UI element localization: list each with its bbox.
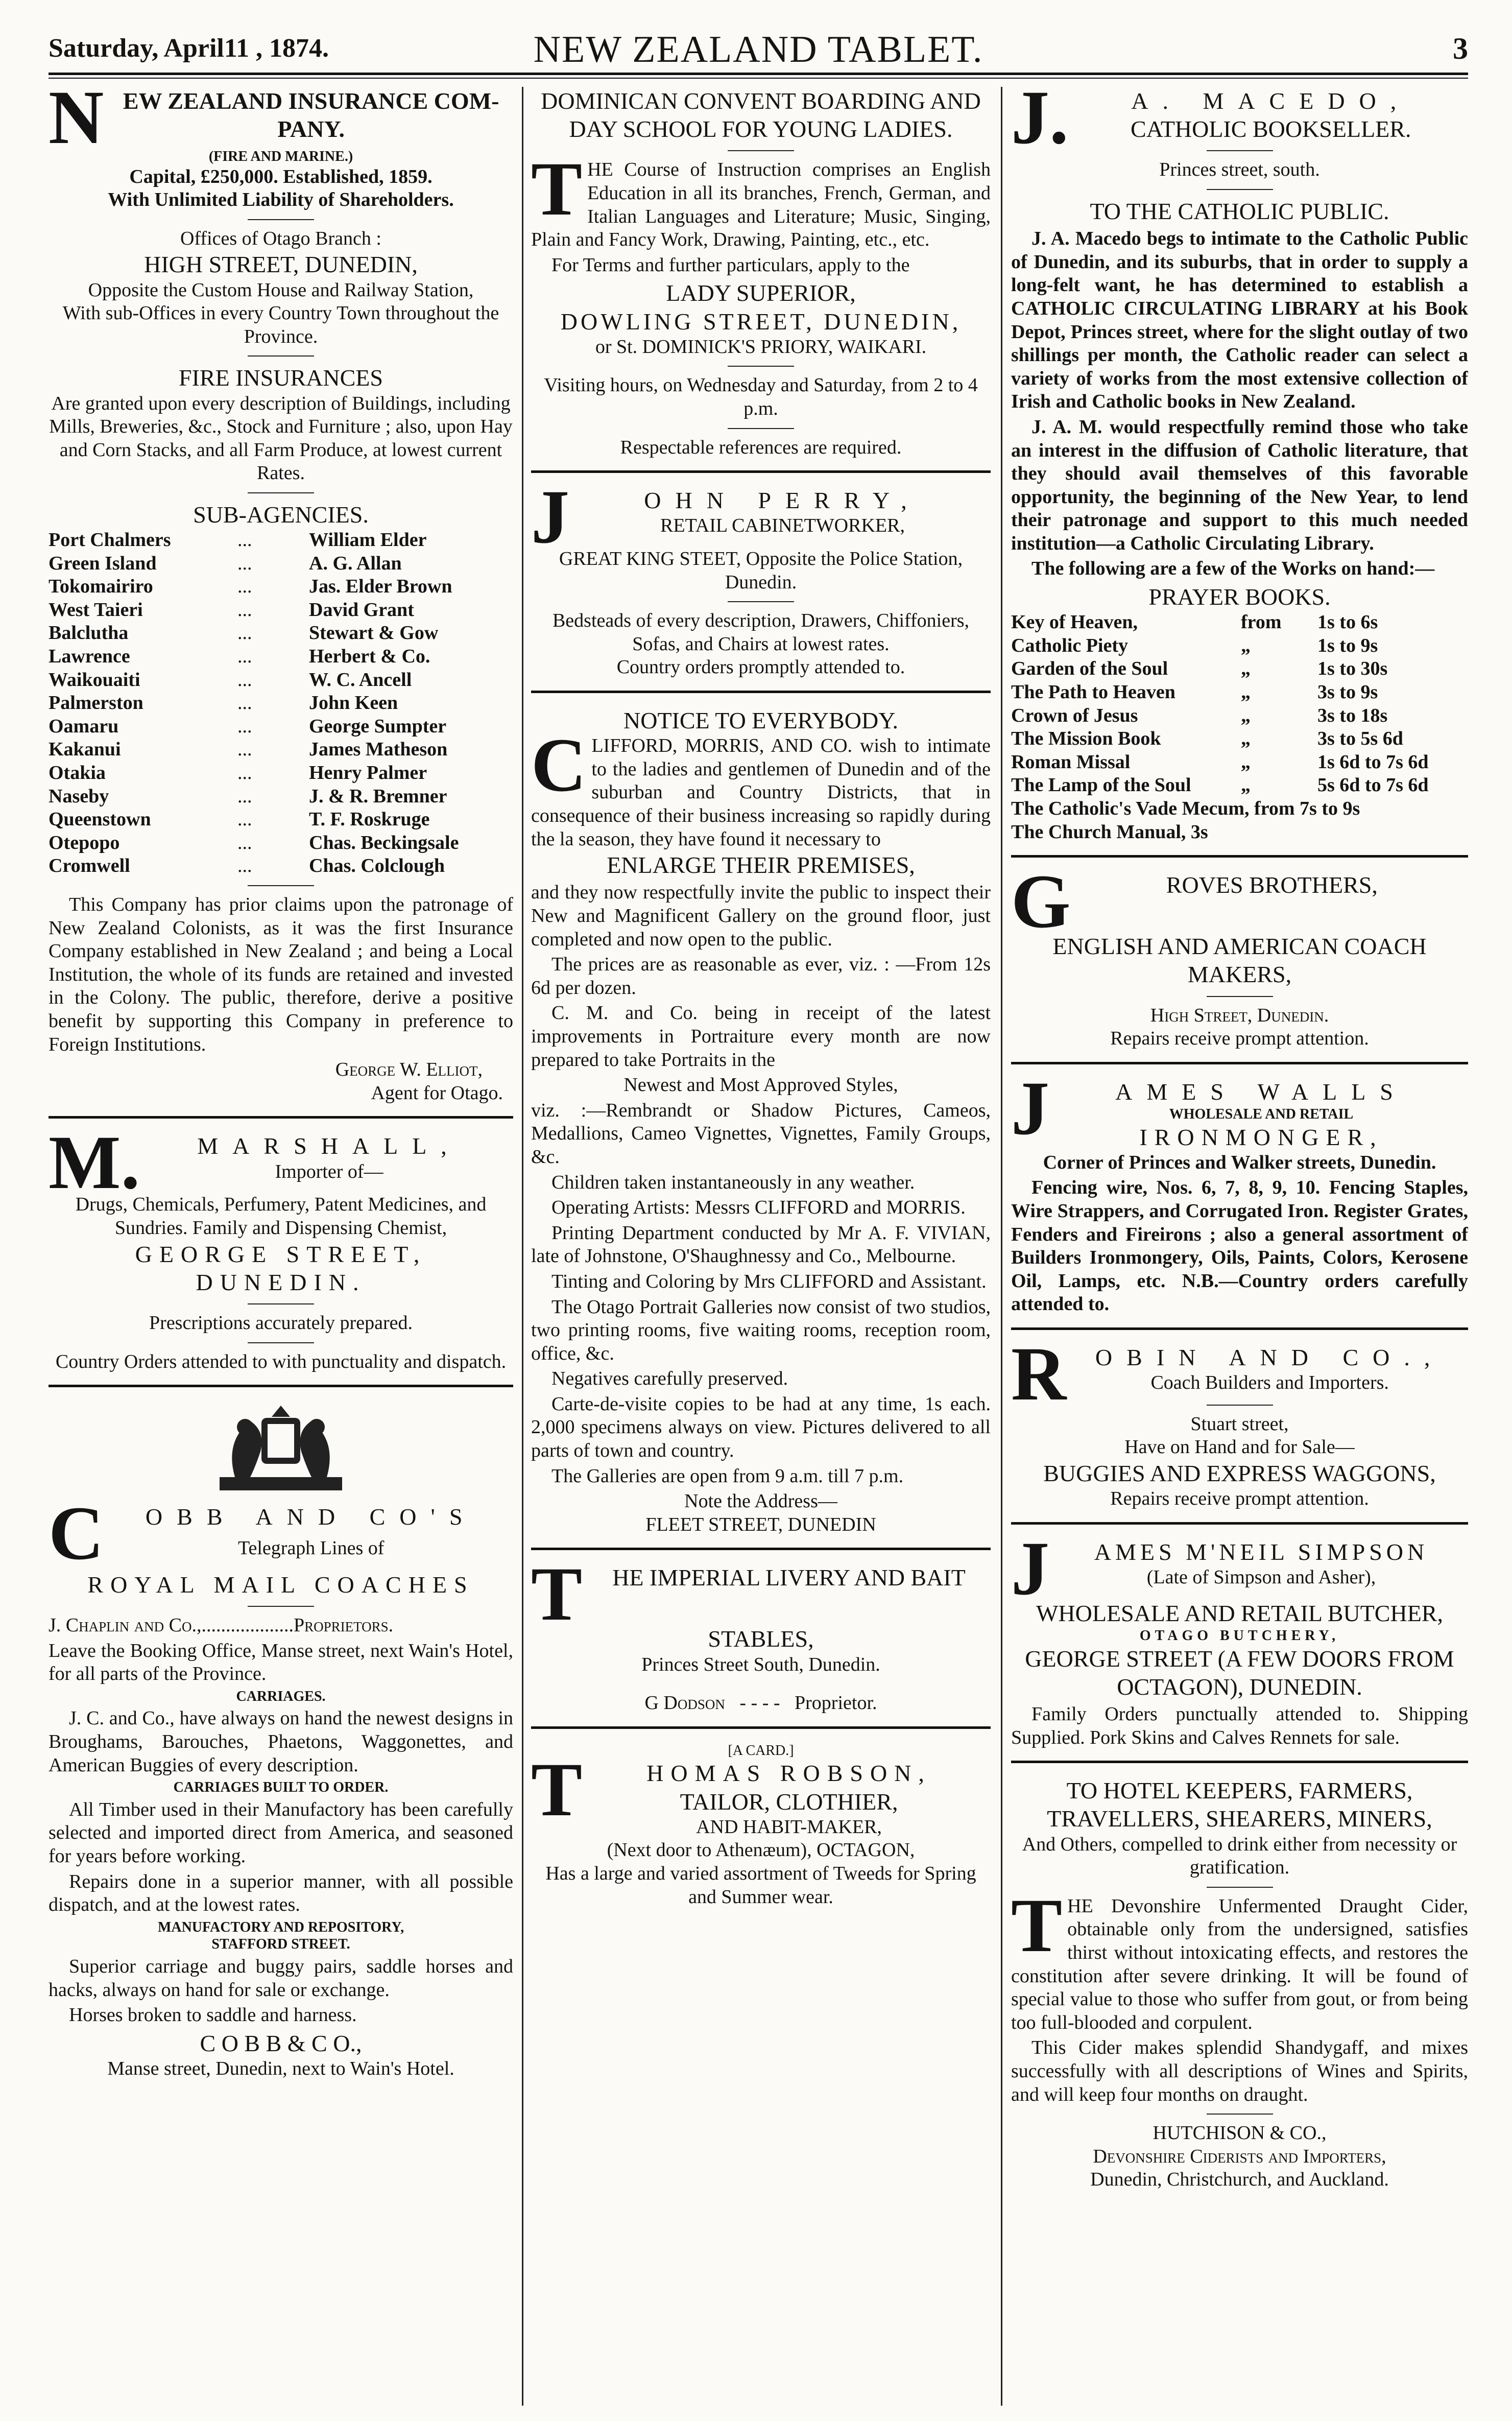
invite-text: and they now respectfully invite the public to inspect their New and Magnificent Gallery on the ground floor, just completed and now open to the public. bbox=[531, 882, 991, 950]
office-location: Opposite the Custom House and Railway Station, bbox=[88, 279, 474, 301]
enlarge-line: ENLARGE THEIR PREMISES, bbox=[607, 852, 915, 879]
robson-advert bbox=[531, 1742, 991, 1909]
street-line: GEORGE STREET, DUNEDIN. bbox=[135, 1241, 427, 1295]
section-heading: CARRIAGES. bbox=[236, 1688, 326, 1704]
trade-line: Coach Builders and Importers. bbox=[1150, 1372, 1389, 1394]
trade-line: IRONMONGER, bbox=[1139, 1124, 1383, 1150]
book-list bbox=[1011, 611, 1468, 797]
office-street: HIGH STREET, DUNEDIN, bbox=[144, 251, 418, 278]
proprietor-label: Proprietor. bbox=[795, 1692, 877, 1714]
cobb-advert bbox=[49, 1401, 513, 2080]
divider bbox=[1207, 2114, 1273, 2115]
public-heading: TO THE CATHOLIC PUBLIC. bbox=[1090, 198, 1389, 224]
course-text: HE Course of Instruction comprises an English Education in all its branches, French, German, and Italian Languages and Literature; Music, Singing, Plain and Fancy Work, Drawing, Painting, etc., etc. bbox=[531, 159, 991, 251]
advert-title: EW ZEALAND INSURANCE COM-PANY. bbox=[123, 88, 499, 143]
divider bbox=[728, 366, 794, 367]
advert-separator bbox=[1011, 1062, 1468, 1064]
advert-body: HE Devonshire Unfermented Draught Cider, obtainable only from the undersigned, satisfies thirst without intoxicating effects, and restores the constitution after severe drinking. It will be found of special value to those who suffer from gout, or from being too full-blooded and corpulent. bbox=[1011, 1895, 1468, 2033]
divider bbox=[248, 1342, 314, 1343]
divider bbox=[248, 1303, 314, 1304]
leader-dashes: - - - - bbox=[739, 1692, 780, 1714]
agency-row: Balclutha ... Stewart & Gow bbox=[49, 622, 439, 644]
prices-text: The prices are as reasonable as ever, viz. : —From 12s 6d per dozen. bbox=[531, 954, 991, 999]
agency-row: Queenstown ... T. F. Roskruge bbox=[49, 809, 430, 830]
subagencies-heading: SUB-AGENCIES. bbox=[193, 501, 369, 528]
advert-separator bbox=[531, 691, 991, 693]
liability-line: With Unlimited Liability of Shareholders. bbox=[108, 189, 454, 211]
corner-line: Corner of Princes and Walker streets, Dunedin. bbox=[1043, 1151, 1436, 1173]
styles-list: viz. :—Rembrandt or Shadow Pictures, Cameos, Medallions, Cameo Vignettes, Vignettes, Family Groups, &c. bbox=[531, 1099, 991, 1168]
cider-advert bbox=[1011, 1776, 1468, 2192]
priory-line: or St. DOMINICK'S PRIORY, WAIKARI. bbox=[595, 336, 927, 358]
drop-cap: J bbox=[1011, 1526, 1049, 1611]
advert-name: A. MACEDO, bbox=[1131, 88, 1411, 114]
goods-line: Bedsteads of every description, Drawers, Chiffoniers, Sofas, and Chairs at lowest rates. bbox=[552, 610, 970, 655]
capital-line: Capital, £250,000. Established, 1859. bbox=[129, 165, 433, 187]
street-line: Stuart street, bbox=[1190, 1413, 1289, 1435]
divider bbox=[1207, 189, 1273, 190]
advert-separator bbox=[1011, 1522, 1468, 1525]
trade-line-2: AND HABIT-MAKER, bbox=[696, 1816, 882, 1838]
telegraph-line: Telegraph Lines of bbox=[237, 1537, 385, 1559]
drop-cap: J bbox=[1011, 1065, 1049, 1151]
divider bbox=[728, 150, 794, 151]
book-row: The Path to Heaven „ 3s to 9s bbox=[1011, 681, 1378, 703]
repairs-line: Repairs done in a superior manner, with all possible dispatch, and at the lowest rates. bbox=[49, 1870, 513, 1916]
proprietor-name: G Dodson bbox=[644, 1692, 725, 1714]
notice-heading: NOTICE TO EVERYBODY. bbox=[623, 707, 898, 734]
superior-line: LADY SUPERIOR, bbox=[666, 280, 856, 306]
divider bbox=[248, 885, 314, 886]
advert-separator bbox=[531, 470, 991, 473]
street-line: GEORGE STREET (A FEW DOORS FROM OCTAGON), DUNEDIN. bbox=[1025, 1645, 1454, 1700]
signature: HUTCHISON & CO., bbox=[1153, 2122, 1327, 2144]
issue-date: Saturday, April11 , 1874. bbox=[49, 34, 329, 63]
advert-name: MARSHALL, bbox=[197, 1133, 461, 1159]
advert-separator bbox=[1011, 1327, 1468, 1330]
drop-cap: T bbox=[531, 1552, 583, 1637]
prescriptions-line: Prescriptions accurately prepared. bbox=[149, 1312, 413, 1334]
stock-line: Has a large and varied assortment of Tweeds for Spring and Summer wear. bbox=[545, 1862, 976, 1908]
royal-crest-icon bbox=[204, 1401, 357, 1498]
remind-text: J. A. M. would respectfully remind those who take an interest in the diffusion of Catholic literature, that they should avail themselves of this favorable opportunity, the beginning of the New Year, to lend their patronage and support to this much needed institution—a Catholic Circulating Library. bbox=[1011, 416, 1468, 554]
book-row: Key of Heaven, from 1s to 6s bbox=[1011, 611, 1378, 633]
children-text: Children taken instantaneously in any weather. bbox=[551, 1171, 915, 1193]
drop-cap: R bbox=[1011, 1331, 1067, 1416]
clifford-advert bbox=[531, 706, 991, 1536]
perry-advert bbox=[531, 474, 991, 679]
fire-heading: FIRE INSURANCES bbox=[178, 365, 383, 391]
convent-advert bbox=[531, 87, 991, 459]
drop-cap: T bbox=[531, 147, 583, 232]
section-text: Superior carriage and buggy pairs, saddle horses and hacks, always on hand for sale or exchange. bbox=[49, 1955, 513, 2001]
agency-row: Cromwell ... Chas. Colclough bbox=[49, 855, 445, 877]
signature: C O B B & C O., bbox=[200, 2030, 362, 2056]
agency-row: Green Island ... A. G. Allan bbox=[49, 552, 402, 574]
agency-row: Oamaru ... George Sumpter bbox=[49, 715, 447, 737]
importer-line: Importer of— bbox=[275, 1160, 383, 1182]
horses-line: Horses broken to saddle and harness. bbox=[69, 2004, 357, 2026]
advert-separator bbox=[49, 1116, 513, 1119]
advert-separator bbox=[531, 1726, 991, 1729]
printing-text: Printing Department conducted by Mr A. F. VIVIAN, late of Johnstone, O'Shaughnessy and Co., Melbourne. bbox=[531, 1222, 991, 1267]
drop-cap: G bbox=[1011, 859, 1071, 944]
sub-line: WHOLESALE AND RETAIL bbox=[1169, 1106, 1354, 1122]
stables-line: STABLES, bbox=[708, 1626, 814, 1652]
masthead-rule bbox=[49, 73, 1468, 75]
agency-row: Port Chalmers ... William Elder bbox=[49, 529, 427, 551]
advert-separator bbox=[49, 1385, 513, 1387]
manual-line: The Church Manual, 3s bbox=[1011, 821, 1208, 843]
agency-row: Kakanui ... James Matheson bbox=[49, 739, 448, 761]
marshall-advert bbox=[49, 1120, 513, 1373]
late-line: (Late of Simpson and Asher), bbox=[1146, 1566, 1376, 1588]
advert-separator bbox=[1011, 855, 1468, 858]
livery-advert bbox=[531, 1552, 991, 1715]
divider bbox=[248, 219, 314, 220]
agency-row: Otepopo ... Chas. Beckingsale bbox=[49, 832, 459, 853]
address-line: FLEET STREET, DUNEDIN bbox=[645, 1513, 876, 1535]
drop-cap: N bbox=[49, 87, 104, 160]
buggies-line: BUGGIES AND EXPRESS WAGGONS, bbox=[1043, 1460, 1436, 1487]
agency-row: Otakia ... Henry Palmer bbox=[49, 762, 427, 784]
divider bbox=[1207, 996, 1273, 997]
carte-text: Carte-de-visite copies to be had at any time, 1s each. 2,000 specimens always on view. Pictures delivered to all parts of town and country. bbox=[531, 1393, 991, 1462]
divider bbox=[1207, 150, 1273, 151]
advert-name: ROVES BROTHERS, bbox=[1166, 872, 1378, 898]
column-divider-2 bbox=[1001, 87, 1002, 2406]
advert-name: AMES WALLS bbox=[1115, 1078, 1407, 1105]
royal-mail-line: ROYAL MAIL COACHES bbox=[87, 1571, 474, 1598]
note-line: Note the Address— bbox=[684, 1490, 837, 1512]
street-line: GREAT KING STEET, Opposite the Police Station, Dunedin. bbox=[559, 548, 963, 593]
signature-sub: Devonshire Ciderists and Importers, bbox=[1093, 2145, 1386, 2167]
have-line: Have on Hand and for Sale— bbox=[1124, 1436, 1355, 1458]
column-3 bbox=[1011, 87, 1468, 2406]
agency-row: Waikouaiti ... W. C. Ancell bbox=[49, 669, 412, 691]
galleries-text: The Otago Portrait Galleries now consist of two studios, two printing rooms, five waiting rooms, reception room, office, &c. bbox=[531, 1296, 991, 1364]
otago-line: OTAGO BUTCHERY, bbox=[1139, 1628, 1340, 1644]
prayer-heading: PRAYER BOOKS. bbox=[1148, 584, 1331, 610]
drop-cap: C bbox=[49, 1491, 104, 1576]
divider bbox=[248, 355, 314, 357]
divider bbox=[248, 492, 314, 493]
agency-row: Lawrence ... Herbert & Co. bbox=[49, 646, 430, 668]
drop-cap: C bbox=[531, 723, 587, 808]
repairs-line: Repairs receive prompt attention. bbox=[1110, 1028, 1369, 1050]
drop-cap: T bbox=[1011, 1883, 1063, 1968]
advert-name: HOMAS ROBSON, bbox=[646, 1760, 931, 1787]
country-line: Country orders promptly attended to. bbox=[616, 656, 905, 678]
divider bbox=[1207, 1405, 1273, 1406]
section-subheading: STAFFORD STREET. bbox=[211, 1936, 350, 1953]
advert-name: OHN PERRY, bbox=[644, 487, 921, 514]
column-1 bbox=[49, 87, 513, 2406]
drop-cap: J. bbox=[1011, 87, 1069, 160]
advert-name: AMES M'NEIL SIMPSON bbox=[1094, 1538, 1429, 1565]
divider bbox=[248, 1606, 314, 1607]
repairs-line: Repairs receive prompt attention. bbox=[1110, 1488, 1369, 1510]
divider bbox=[728, 428, 794, 429]
advert-body: Fencing wire, Nos. 6, 7, 8, 9, 10. Fencing Staples, Wire Strappers, and Corrugated Iron. Register Grates, Fenders and Fireirons ; also a general assortment of Builders Ironmongery, Oils, Paints, Colors, Kerosene Oil, Lamps, etc. N.B.—Country orders carefully attended to. bbox=[1011, 1177, 1468, 1315]
insurance-advert bbox=[49, 87, 513, 1105]
column-divider-1 bbox=[522, 87, 523, 2406]
section-text: All Timber used in their Manufactory has been carefully selected and imported direct from America, and seasoned for years before working. bbox=[49, 1798, 513, 1867]
simpson-advert bbox=[1011, 1526, 1468, 1749]
fire-text: Are granted upon every description of Buildings, including Mills, Breweries, &c., Stock and Furniture ; also, upon Hay and Corn Stacks, and all Farm Produce, at lowest current Rates. bbox=[49, 392, 513, 484]
advert-body: Family Orders punctually attended to. Shipping Supplied. Pork Skins and Calves Rennets for sale. bbox=[1011, 1703, 1468, 1748]
improvements-text: C. M. and Co. being in receipt of the latest improvements in Portraiture every month are now prepared to take Portraits in the bbox=[531, 1002, 991, 1071]
styles-heading: Newest and Most Approved Styles, bbox=[623, 1074, 898, 1096]
address-line: (Next door to Athenæum), OCTAGON, bbox=[607, 1839, 915, 1861]
agency-row: Palmerston ... John Keen bbox=[49, 692, 398, 714]
subagencies-list bbox=[49, 529, 513, 878]
divider bbox=[728, 601, 794, 602]
advert-name: OBIN AND CO., bbox=[1095, 1344, 1445, 1370]
newspaper-title: NEW ZEALAND TABLET. bbox=[533, 29, 983, 70]
signer-role: Agent for Otago. bbox=[371, 1082, 503, 1104]
others-line: And Others, compelled to drink either from necessity or gratification. bbox=[1022, 1833, 1457, 1879]
book-row: The Mission Book „ 3s to 5s 6d bbox=[1011, 728, 1403, 750]
following-line: The following are a few of the Works on hand:— bbox=[1031, 558, 1435, 580]
drop-cap: T bbox=[531, 1747, 583, 1833]
section-text: J. C. and Co., have always on hand the newest designs in Broughams, Barouches, Phaetons, Waggonettes, and American Buggies of every description. bbox=[49, 1707, 513, 1776]
advert-body: J. A. Macedo begs to intimate to the Catholic Public of Dunedin, and its suburbs, that in order to supply a long-felt want, he has determined to establish a CATHOLIC CIRCULATING LIBRARY at his Book Depot, Princes street, where for the slight outlay of two shillings per month, the Catholic reader can select a variety of works from the most extensive collection of Irish and Catholic books in New Zealand. bbox=[1011, 228, 1468, 413]
open-text: The Galleries are open from 9 a.m. till 7 p.m. bbox=[551, 1465, 904, 1487]
walls-advert bbox=[1011, 1065, 1468, 1316]
street-line: High Street, Dunedin. bbox=[1150, 1004, 1329, 1026]
drop-cap: J bbox=[531, 474, 569, 560]
column-2 bbox=[531, 87, 991, 2406]
signer: George W. Elliot, bbox=[335, 1059, 483, 1081]
macedo-advert bbox=[1011, 87, 1468, 844]
card-label: [A CARD.] bbox=[728, 1742, 794, 1759]
goods-line: Drugs, Chemicals, Perfumery, Patent Medicines, and Sundries. Family and Dispensing Chemist, bbox=[75, 1194, 487, 1239]
divider bbox=[1207, 1887, 1273, 1888]
places-line: Dunedin, Christchurch, and Auckland. bbox=[1090, 2169, 1389, 2191]
trade-line: ENGLISH AND AMERICAN COACH MAKERS, bbox=[1052, 933, 1427, 988]
book-row: Roman Missal „ 1s 6d to 7s 6d bbox=[1011, 751, 1429, 773]
dowling-line: DOWLING STREET, DUNEDIN, bbox=[560, 308, 962, 335]
advert-body: This Company has prior claims upon the patronage of New Zealand Colonists, as it was the first Insurance Company established in New Zealand ; and being a Local Institution, the whole of its funds are retained and invested in the Colony. The public, therefore, derive a positive benefit by supporting this Company in preference to Foreign Institutions. bbox=[49, 894, 513, 1055]
book-row: Garden of the Soul „ 1s to 30s bbox=[1011, 658, 1388, 680]
street-line: Princes Street South, Dunedin. bbox=[641, 1653, 880, 1675]
suboffices-line: With sub-Offices in every Country Town throughout the Province. bbox=[62, 302, 499, 347]
visiting-line: Visiting hours, on Wednesday and Saturday, from 2 to 4 p.m. bbox=[544, 374, 978, 419]
references-line: Respectable references are required. bbox=[620, 436, 902, 458]
advert-separator bbox=[531, 1548, 991, 1550]
book-row: Crown of Jesus „ 3s to 18s bbox=[1011, 704, 1388, 726]
address-line: Manse street, Dunedin, next to Wain's Hotel. bbox=[107, 2057, 454, 2079]
masthead-rule-thin bbox=[49, 78, 1468, 79]
street-line: Princes street, south. bbox=[1159, 159, 1320, 181]
advert-separator bbox=[1011, 1761, 1468, 1763]
vade-line: The Catholic's Vade Mecum, from 7s to 9s bbox=[1011, 798, 1360, 819]
book-row: Catholic Piety „ 1s to 9s bbox=[1011, 634, 1378, 656]
agency-row: Tokomairiro ... Jas. Elder Brown bbox=[49, 576, 452, 598]
advert-title: HE IMPERIAL LIVERY AND BAIT bbox=[612, 1564, 966, 1591]
drop-cap: M. bbox=[49, 1120, 140, 1205]
shandy-text: This Cider makes splendid Shandygaff, and mixes successfully with all descriptions of Wines and Spirits, and will keep four months on draught. bbox=[1011, 2037, 1468, 2105]
offices-line: Offices of Otago Branch : bbox=[180, 227, 381, 249]
masthead bbox=[49, 28, 1468, 69]
advert-title: DOMINICAN CONVENT BOARDING AND DAY SCHOOL FOR YOUNG LADIES. bbox=[541, 88, 981, 143]
country-line: Country Orders attended to with punctuality and dispatch. bbox=[55, 1350, 507, 1372]
booking-line: Leave the Booking Office, Manse street, next Wain's Hotel, for all parts of the Province. bbox=[49, 1640, 513, 1685]
terms-line: For Terms and further particulars, apply to the bbox=[551, 254, 910, 276]
tinting-text: Tinting and Coloring by Mrs CLIFFORD and Assistant. bbox=[551, 1270, 987, 1292]
proprietors-line: J. Chaplin and Co.,...................Proprietors. bbox=[49, 1615, 394, 1636]
robin-advert bbox=[1011, 1331, 1468, 1511]
trade-line: TAILOR, CLOTHIER, bbox=[680, 1788, 898, 1815]
advert-name: OBB AND CO'S bbox=[145, 1504, 477, 1530]
negatives-text: Negatives carefully preserved. bbox=[551, 1368, 788, 1390]
advert-heading: TO HOTEL KEEPERS, FARMERS, TRAVELLERS, SHEARERS, MINERS, bbox=[1047, 1777, 1432, 1832]
artists-text: Operating Artists: Messrs CLIFFORD and MORRIS. bbox=[551, 1197, 966, 1219]
book-row: The Lamp of the Soul „ 5s 6d to 7s 6d bbox=[1011, 774, 1429, 796]
section-heading: MANUFACTORY AND REPOSITORY, bbox=[157, 1919, 404, 1935]
advert-subtitle: (FIRE AND MARINE.) bbox=[208, 149, 353, 164]
section-heading: CARRIAGES BUILT TO ORDER. bbox=[173, 1779, 389, 1796]
agency-row: Naseby ... J. & R. Bremner bbox=[49, 785, 447, 807]
trade-line: WHOLESALE AND RETAIL BUTCHER, bbox=[1036, 1600, 1443, 1626]
groves-advert bbox=[1011, 859, 1468, 1051]
role-line: CATHOLIC BOOKSELLER. bbox=[1131, 116, 1411, 143]
intro-text: LIFFORD, MORRIS, AND CO. wish to intimate to the ladies and gentlemen of Dunedin and of the suburban and Country Districts, that in consequence of their business increasing so rapidly during the la season, they have found it necessary to bbox=[531, 735, 991, 850]
agency-row: West Taieri ... David Grant bbox=[49, 599, 414, 621]
page-number: 3 bbox=[1453, 32, 1468, 65]
trade-line: RETAIL CABINETWORKER, bbox=[660, 515, 905, 537]
